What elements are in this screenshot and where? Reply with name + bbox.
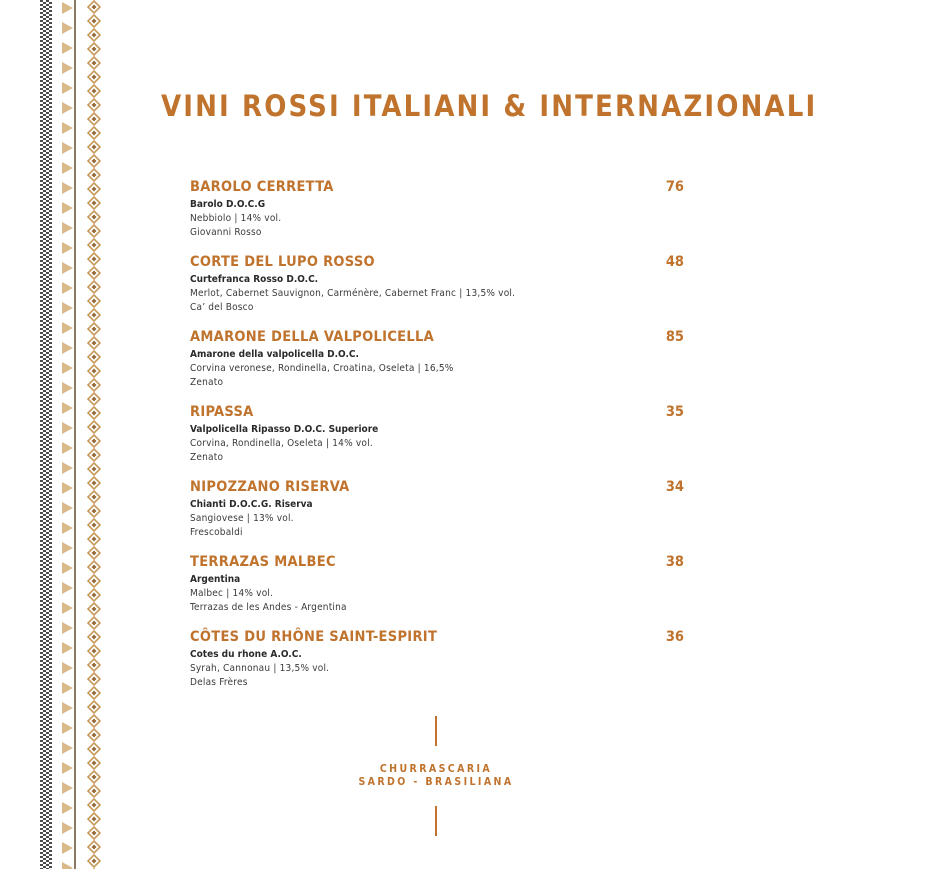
wine-item [190,253,690,328]
wine-denomination: Argentina [190,574,241,585]
wine-name: CORTE DEL LUPO ROSSO [190,254,375,270]
wine-grapes: Corvina veronese, Rondinella, Croatina, Oseleta | 16,5% [190,363,454,374]
wine-denomination: Cotes du rhone A.O.C. [190,649,302,660]
wine-price: 85 [665,329,684,345]
wine-producer: Giovanni Rosso [190,227,262,238]
wine-name: TERRAZAS MALBEC [190,554,336,570]
wine-producer: Zenato [190,377,224,388]
wine-name: BAROLO CERRETTA [190,179,334,195]
wine-grapes: Sangiovese | 13% vol. [190,513,294,524]
wine-item [190,628,690,703]
wine-item [190,328,690,403]
wine-producer: Delas Frères [190,677,248,688]
wine-price: 36 [665,629,684,645]
wine-grapes: Merlot, Cabernet Sauvignon, Carménère, Cabernet Franc | 13,5% vol. [190,288,516,299]
wine-name: RIPASSA [190,404,254,420]
wine-grapes: Syrah, Cannonau | 13,5% vol. [190,663,330,674]
wine-denomination: Chianti D.O.C.G. Riserva [190,499,313,510]
wine-price: 38 [665,554,684,570]
wine-grapes: Nebbiolo | 14% vol. [190,213,282,224]
wine-denomination: Curtefranca Rosso D.O.C. [190,274,319,285]
tribal-pattern-border [0,0,110,869]
wine-producer: Ca’ del Bosco [190,302,254,313]
wine-denomination: Amarone della valpolicella D.O.C. [190,349,359,360]
wine-price: 35 [665,404,684,420]
wine-producer: Zenato [190,452,224,463]
wine-name: NIPOZZANO RISERVA [190,479,350,495]
wine-denomination: Barolo D.O.C.G [190,199,266,210]
wine-item [190,553,690,628]
wine-grapes: Malbec | 14% vol. [190,588,274,599]
wine-price: 34 [665,479,684,495]
wine-name: AMARONE DELLA VALPOLICELLA [190,329,435,345]
wine-name: CÔTES DU RHÔNE SAINT-ESPIRIT [190,629,438,645]
wine-item [190,178,690,253]
wine-grapes: Corvina, Rondinella, Oseleta | 14% vol. [190,438,373,449]
footer-logo-line1: CHURRASCARIA [379,763,493,775]
wine-price: 76 [665,179,684,195]
wine-item [190,478,690,553]
wine-denomination: Valpolicella Ripasso D.O.C. Superiore [190,424,379,435]
wine-producer: Terrazas de les Andes - Argentina [190,602,347,613]
footer-logo-line2: SARDO - BRASILIANA [358,776,514,788]
wine-producer: Frescobaldi [190,527,243,538]
wine-price: 48 [665,254,684,270]
wine-item [190,403,690,478]
footer-divider-bottom [435,806,437,836]
page-title: VINI ROSSI ITALIANI & INTERNAZIONALI [161,89,818,123]
footer-divider-top [435,716,437,746]
wine-list [190,178,690,703]
